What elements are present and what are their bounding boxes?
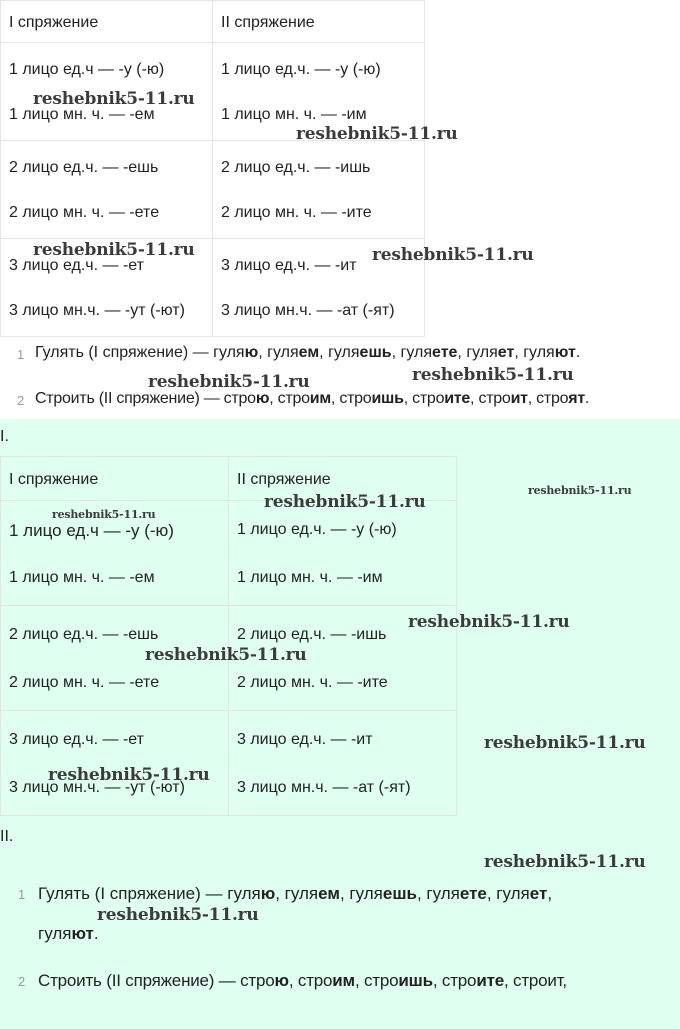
cell-line: 1 лицо ед.ч. — -у (-ю) [221, 61, 381, 78]
watermark: reshebnik5-11.ru [296, 124, 458, 144]
list-text-continued: гуляют. [38, 924, 99, 943]
watermark: reshebnik5-11.ru [528, 484, 632, 497]
watermark: reshebnik5-11.ru [33, 240, 195, 260]
cell-line: 1 лицо мн. ч. — -им [237, 569, 383, 586]
list-text: Строить (II спряжение) — строю, строим, строишь, строите, строит, [38, 971, 567, 990]
table-header-cell: II спряжение [213, 1, 425, 43]
list-item [0, 344, 680, 366]
cell-line: 3 лицо ед.ч. — -ит [237, 731, 373, 748]
watermark: reshebnik5-11.ru [148, 372, 310, 392]
table-cell [1, 711, 229, 816]
cell-line: 2 лицо ед.ч. — -ешь [9, 626, 159, 643]
list-number: 2 [17, 393, 25, 408]
cell-line: 1 лицо мн. ч. — -ем [9, 106, 155, 123]
watermark: reshebnik5-11.ru [48, 765, 210, 785]
cell-line: 2 лицо мн. ч. — -ете [9, 674, 160, 691]
cell-line: 1 лицо мн. ч. — -ем [9, 569, 155, 586]
list-item [0, 971, 680, 995]
cell-line: 2 лицо мн. ч. — -ите [221, 204, 372, 221]
conjugation-table-1 [0, 0, 425, 337]
list-number: 2 [18, 974, 26, 989]
example-list-2 [0, 884, 680, 1004]
cell-line: 2 лицо ед.ч. — -ишь [221, 159, 371, 176]
cell-line: 1 лицо ед.ч. — -у (-ю) [237, 521, 397, 538]
table-cell [229, 711, 457, 816]
table-cell [229, 501, 457, 606]
watermark: reshebnik5-11.ru [264, 492, 426, 512]
list-number: 1 [18, 887, 26, 902]
watermark: reshebnik5-11.ru [484, 733, 646, 753]
cell-line: 2 лицо ед.ч. — -ишь [237, 626, 387, 643]
cell-line: 1 лицо мн. ч. — -им [221, 106, 367, 123]
watermark: reshebnik5-11.ru [372, 245, 534, 265]
list-text: Строить (II спряжение) — строю, строим, строишь, строите, строит, строят. [35, 390, 590, 407]
cell-line: 3 лицо мн.ч. — -ут (-ют) [9, 779, 185, 796]
watermark: reshebnik5-11.ru [97, 905, 259, 925]
cell-line: 3 лицо ед.ч. — -ет [9, 731, 144, 748]
example-list-1 [0, 344, 680, 414]
watermark: reshebnik5-11.ru [412, 365, 574, 385]
list-text: Гулять (I спряжение) — гуляю, гуляем, гуляешь, гуляете, гуляет, [38, 884, 553, 903]
cell-line: 3 лицо ед.ч. — -ит [221, 257, 357, 274]
cell-line: 3 лицо мн.ч. — -ат (-ят) [237, 779, 411, 796]
table-header-cell: II спряжение [229, 457, 457, 501]
list-number: 1 [17, 347, 25, 362]
cell-line: 2 лицо мн. ч. — -ите [237, 674, 388, 691]
watermark: reshebnik5-11.ru [408, 612, 570, 632]
cell-line: 1 лицо ед.ч — -у (-ю) [9, 521, 174, 540]
table-cell [1, 141, 213, 239]
watermark: reshebnik5-11.ru [145, 645, 307, 665]
watermark: reshebnik5-11.ru [33, 89, 195, 109]
section-mark-2: II. [0, 828, 14, 845]
list-text: Гулять (I спряжение) — гуляю, гуляем, гуляешь, гуляете, гуляет, гуляют. [35, 344, 581, 361]
list-item [0, 390, 680, 412]
cell-line: 3 лицо мн.ч. — -ут (-ют) [9, 302, 185, 319]
cell-line: 2 лицо ед.ч. — -ешь [9, 159, 159, 176]
cell-line: 3 лицо мн.ч. — -ат (-ят) [221, 302, 395, 319]
cell-line: 3 лицо ед.ч. — -ет [9, 257, 144, 274]
cell-line: 1 лицо ед.ч — -у (-ю) [9, 61, 165, 78]
section-mark-1: I. [0, 428, 9, 445]
table-cell [213, 141, 425, 239]
cell-line: 2 лицо мн. ч. — -ете [9, 204, 160, 221]
watermark: reshebnik5-11.ru [52, 508, 156, 521]
table-header-cell: I спряжение [1, 1, 213, 43]
table-header-cell: I спряжение [1, 457, 229, 501]
watermark: reshebnik5-11.ru [484, 852, 646, 872]
